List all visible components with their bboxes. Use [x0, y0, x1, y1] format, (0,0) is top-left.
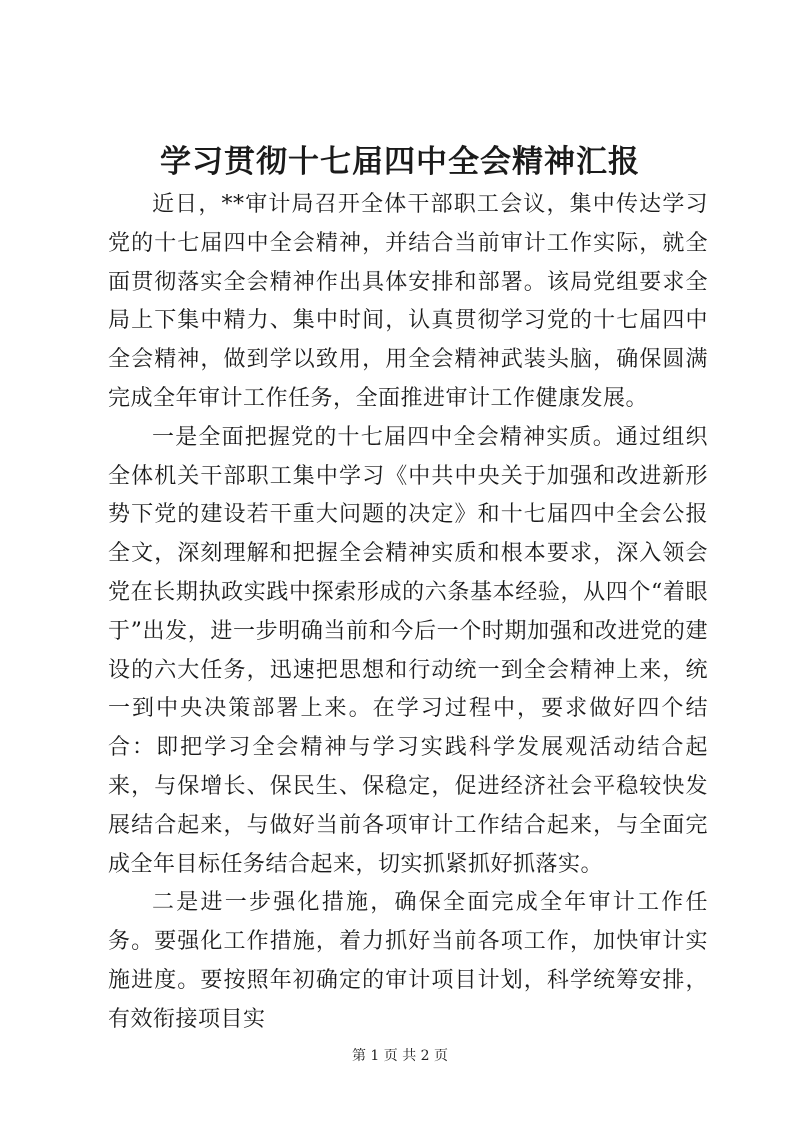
- page-number-footer: 第 1 页 共 2 页: [351, 1048, 449, 1064]
- paragraph-point-two: 二是进一步强化措施，确保全面完成全年审计工作任务。要强化工作措施，着力抓好当前各项工作，加快审计实施进度。要按照年初确定的审计项目计划，科学统筹安排，有效衔接项目实: [108, 890, 708, 1032]
- paragraph-point-one: 一是全面把握党的十七届四中全会精神实质。通过组织全体机关干部职工集中学习《中共中央关于加强和改进新形势下党的建设若干重大问题的决定》和十七届四中全会公报全文，深刻理解和把握全会精神实质和根本要求，深入领会党在长期执政实践中探索形成的六条基本经验，从四个“着眼于”出发，进一步明确当前和今后一个时期加强和改进党的建设的六大任务，迅速把思想和行动统一到全会精神上来，统一到中央决策部署上来。在学习过程中，要求做好四个结合：即把学习全会精神与学习实践科学发展观活动结合起来，与保增长、保民生、保稳定，促进经济社会平稳较快发展结合起来，与做好当前各项审计工作结合起来，与全面完成全年目标任务结合起来，切实抓紧抓好抓落实。: [108, 424, 708, 877]
- paragraph-intro: 近日，**审计局召开全体干部职工会议，集中传达学习党的十七届四中全会精神，并结合当前审计工作实际，就全面贯彻落实全会精神作出具体安排和部署。该局党组要求全局上下集中精力、集中时间，认真贯彻学习党的十七届四中全会精神，做到学以致用，用全会精神武装头脑，确保圆满完成全年审计工作任务，全面推进审计工作健康发展。: [108, 192, 708, 411]
- document-title: 学习贯彻十七届四中全会精神汇报: [160, 144, 640, 180]
- document-body: [108, 186, 708, 1040]
